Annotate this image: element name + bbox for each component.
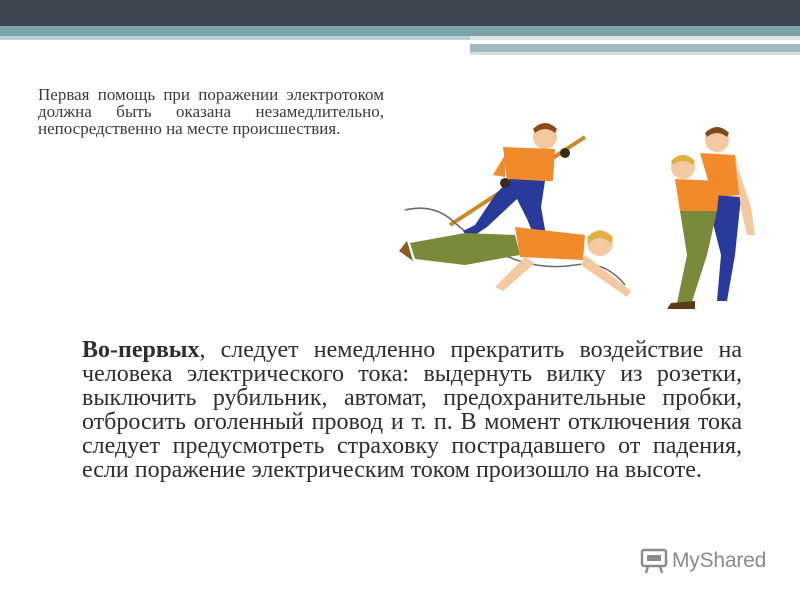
victim-lying — [399, 227, 631, 297]
watermark-brand: MyShared — [672, 549, 767, 572]
presentation-board-icon — [640, 547, 668, 575]
first-aid-illustration — [395, 115, 765, 320]
right-accent-bar-thin — [470, 52, 800, 55]
body-lead: Во-первых — [82, 337, 200, 363]
light-stripe — [0, 36, 470, 40]
watermark-logo — [640, 546, 766, 576]
rescuer-with-stick — [463, 123, 570, 243]
teal-stripe — [0, 26, 800, 36]
right-accent-bar — [470, 44, 800, 52]
top-band — [0, 0, 800, 26]
body-paragraph — [82, 338, 742, 482]
intro-paragraph: Первая помощь при поражении электротоком должна быть оказана незамедлительно, непосредственно на месте происшествия. — [38, 85, 384, 138]
body-rest: , следует немедленно прекратить воздействие на человека электрического тока: выдернуть вилку из розетки, выключить рубильник, автомат, предохранительные пробки, отбросить оголенный провод и т. п. В момент отключения тока следует предусмотреть страховку пострадавшего от падения, если поражение электрическим током произошло на высоте. — [82, 337, 742, 483]
light-stripe-right — [470, 36, 800, 40]
